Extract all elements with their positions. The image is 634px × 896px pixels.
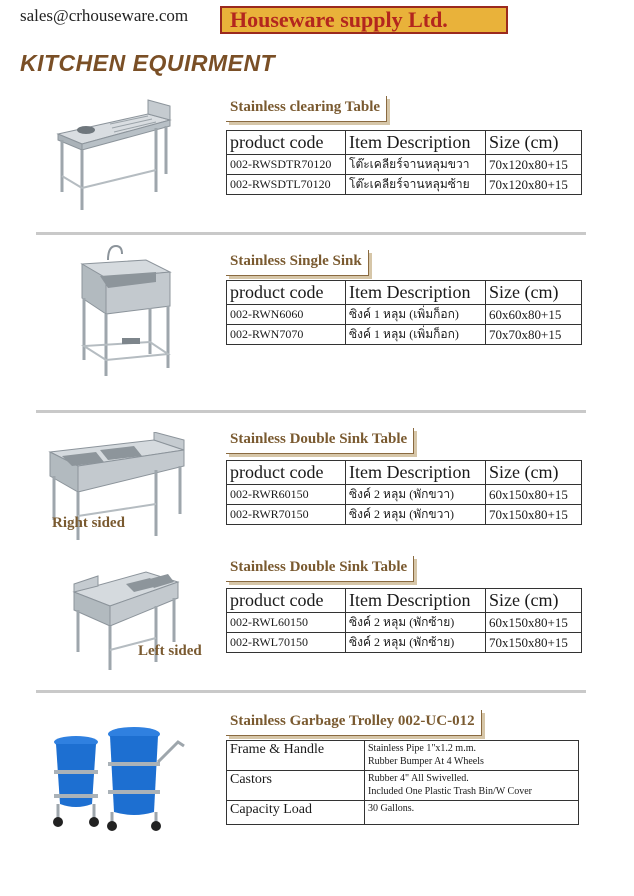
product-code: 002-RWN7070 bbox=[227, 325, 346, 345]
spec-label: Capacity Load bbox=[227, 801, 365, 825]
item-description: โต๊ะเคลียร์จานหลุมซ้าย bbox=[346, 175, 486, 195]
right-sided-label: Right sided bbox=[52, 515, 125, 531]
section-title-double-sink-right: Stainless Double Sink Table bbox=[226, 428, 414, 454]
product-code: 002-RWSDTL70120 bbox=[227, 175, 346, 195]
left-sided-label: Left sided bbox=[138, 643, 202, 659]
company-banner: Houseware supply Ltd. bbox=[220, 6, 508, 34]
spec-value-line: Rubber Bumper At 4 Wheels bbox=[368, 756, 484, 767]
product-table-single-sink bbox=[226, 280, 582, 345]
table-header-row bbox=[227, 589, 582, 613]
table-header-row bbox=[227, 281, 582, 305]
item-size: 60x150x80+15 bbox=[486, 613, 582, 633]
item-description: ซิงค์ 1 หลุม (เพิ่มก็อก) bbox=[346, 305, 486, 325]
item-size: 60x60x80+15 bbox=[486, 305, 582, 325]
garbage-trolley-image bbox=[46, 722, 188, 834]
product-code: 002-RWR70150 bbox=[227, 505, 346, 525]
column-header-description: Item Description bbox=[346, 589, 486, 613]
item-description: ซิงค์ 2 หลุม (พักขวา) bbox=[346, 505, 486, 525]
table-header-row bbox=[227, 461, 582, 485]
section-title-clearing-table: Stainless clearing Table bbox=[226, 96, 387, 122]
contact-email: sales@crhouseware.com bbox=[20, 6, 189, 25]
spec-value bbox=[365, 771, 579, 801]
column-header-code: product code bbox=[227, 281, 346, 305]
table-row bbox=[227, 175, 582, 195]
product-code: 002-RWN6060 bbox=[227, 305, 346, 325]
trolley-spec-table bbox=[226, 740, 579, 825]
column-header-description: Item Description bbox=[346, 281, 486, 305]
product-table-clearing bbox=[226, 130, 582, 195]
spec-label: Frame & Handle bbox=[227, 741, 365, 771]
spec-value bbox=[365, 741, 579, 771]
table-row bbox=[227, 633, 582, 653]
table-row bbox=[227, 485, 582, 505]
spec-value bbox=[365, 801, 579, 825]
item-size: 60x150x80+15 bbox=[486, 485, 582, 505]
item-size: 70x150x80+15 bbox=[486, 633, 582, 653]
section-title-garbage-trolley: Stainless Garbage Trolley 002-UC-012 bbox=[226, 710, 482, 736]
product-code: 002-RWL70150 bbox=[227, 633, 346, 653]
section-divider bbox=[36, 232, 586, 235]
product-table-double-sink-left bbox=[226, 588, 582, 653]
section-title-single-sink: Stainless Single Sink bbox=[226, 250, 369, 276]
column-header-size: Size (cm) bbox=[486, 281, 582, 305]
section-divider bbox=[36, 410, 586, 413]
item-description: ซิงค์ 2 หลุม (พักซ้าย) bbox=[346, 613, 486, 633]
column-header-size: Size (cm) bbox=[486, 589, 582, 613]
product-code: 002-RWR60150 bbox=[227, 485, 346, 505]
spec-value-line: Included One Plastic Trash Bin/W Cover bbox=[368, 786, 532, 797]
section-divider bbox=[36, 690, 586, 693]
table-row bbox=[227, 305, 582, 325]
spec-row bbox=[227, 801, 579, 825]
column-header-code: product code bbox=[227, 131, 346, 155]
product-table-double-sink-right bbox=[226, 460, 582, 525]
table-header-row bbox=[227, 131, 582, 155]
item-size: 70x120x80+15 bbox=[486, 175, 582, 195]
table-row bbox=[227, 325, 582, 345]
single-sink-image bbox=[72, 242, 176, 378]
product-code: 002-RWL60150 bbox=[227, 613, 346, 633]
clearing-table-image bbox=[48, 96, 178, 214]
table-row bbox=[227, 505, 582, 525]
item-size: 70x70x80+15 bbox=[486, 325, 582, 345]
spec-value-line: Rubber 4" All Swivelled. bbox=[368, 773, 469, 784]
table-row bbox=[227, 155, 582, 175]
column-header-description: Item Description bbox=[346, 131, 486, 155]
column-header-code: product code bbox=[227, 461, 346, 485]
item-description: ซิงค์ 2 หลุม (พักซ้าย) bbox=[346, 633, 486, 653]
page-title: KITCHEN EQUIRMENT bbox=[20, 50, 276, 76]
item-size: 70x120x80+15 bbox=[486, 155, 582, 175]
column-header-size: Size (cm) bbox=[486, 461, 582, 485]
section-title-double-sink-left: Stainless Double Sink Table bbox=[226, 556, 414, 582]
product-code: 002-RWSDTR70120 bbox=[227, 155, 346, 175]
item-size: 70x150x80+15 bbox=[486, 505, 582, 525]
spec-row bbox=[227, 771, 579, 801]
table-row bbox=[227, 613, 582, 633]
item-description: โต๊ะเคลียร์จานหลุมขวา bbox=[346, 155, 486, 175]
column-header-code: product code bbox=[227, 589, 346, 613]
item-description: ซิงค์ 1 หลุม (เพิ่มก็อก) bbox=[346, 325, 486, 345]
spec-row bbox=[227, 741, 579, 771]
spec-value-line: Stainless Pipe 1"x1.2 m.m. bbox=[368, 743, 476, 754]
column-header-description: Item Description bbox=[346, 461, 486, 485]
spec-value-line: 30 Gallons. bbox=[368, 803, 415, 814]
spec-label: Castors bbox=[227, 771, 365, 801]
item-description: ซิงค์ 2 หลุม (พักขวา) bbox=[346, 485, 486, 505]
column-header-size: Size (cm) bbox=[486, 131, 582, 155]
